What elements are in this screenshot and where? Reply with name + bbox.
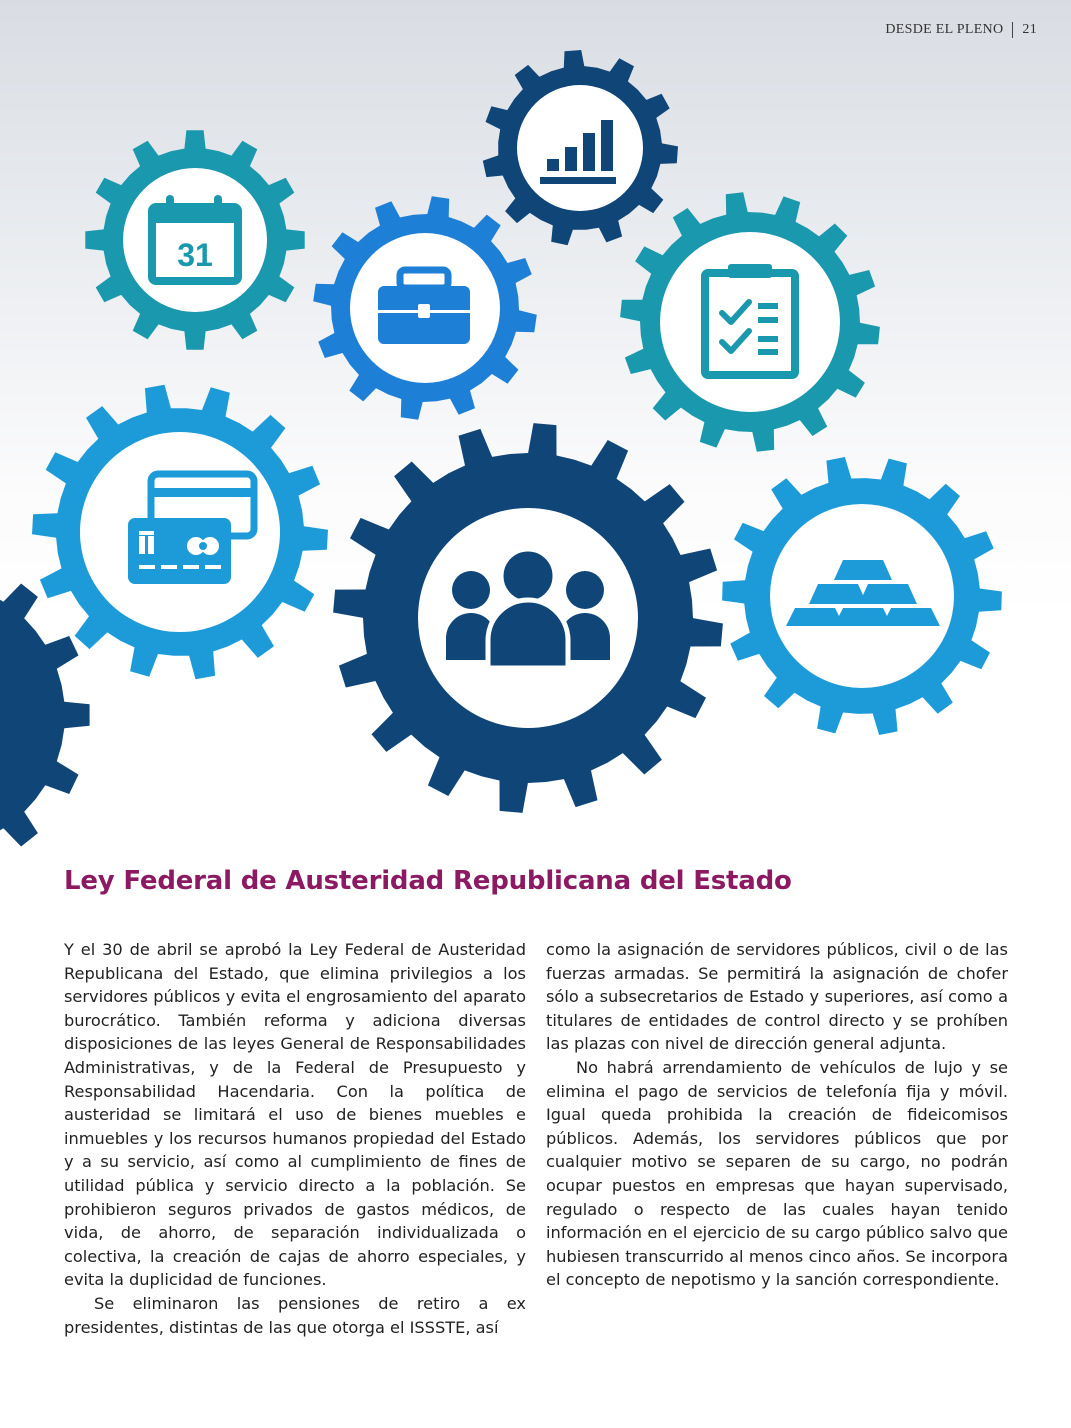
gear-clipboard: [620, 192, 880, 452]
paragraph: como la asignación de servidores públicos, civil o de las fuerzas armadas. Se permitirá la asignación de chofer sólo a subsecretarios de Estado y superiores, así como a titulares de entidades de control directo y se prohíben las plazas con nivel de dirección general adjunta.: [546, 940, 1008, 1054]
gear-layer: [0, 50, 1002, 873]
left-column: [64, 938, 526, 1339]
calendar-day: 31: [177, 237, 213, 273]
gear-partial: [0, 557, 90, 873]
gear-clipboard-center: [660, 232, 840, 412]
gear-partial-body: [0, 557, 90, 873]
right-column: [546, 938, 1008, 1292]
page-number: 21: [1022, 22, 1037, 37]
paragraph: No habrá arrendamiento de vehículos de lujo y se elimina el pago de servicios de telefonía fija y móvil. Igual queda prohibida la creación de fideicomisos públicos. Además, los servidores públicos que por cualquier motivo se separen de su cargo, no podrán ocupar puestos en empresas que hayan supervisado, regulado o respecto de las cuales hayan tenido información en el ejercicio de su cargo público salvo que hubiesen transcurrido al menos cinco años. Se incorpora el concepto de nepotismo y la sanción correspondiente.: [546, 1057, 1008, 1290]
gear-chart: [483, 50, 678, 245]
gear-chart-center: [517, 85, 643, 211]
article-title: Ley Federal de Austeridad Republicana del Estado: [64, 866, 792, 896]
paragraph: Se eliminaron las pensiones de retiro a ex presidentes, distintas de las que otorga el ISSSTE, así: [64, 1293, 526, 1337]
section-name: DESDE EL PLENO: [885, 22, 1004, 37]
paragraph: Y el 30 de abril se aprobó la Ley Federal de Austeridad Republicana del Estado, que elimina privilegios a los servidores públicos y evita el engrosamiento del aparato burocrático. También reforma y adiciona diversas disposiciones de las leyes General de Responsabilidades Administrativas, y de la Federal de Presupuesto y Responsabilidad Hacendaria. Con la política de austeridad se limitará el uso de bienes muebles e inmuebles y los recursos humanos propiedad del Estado y a su servicio, así como al cumplimiento de fines de utilidad pública y servicio directo a la población. Se prohibieron seguros privados de gastos médicos, de vida, de ahorro, de separación individualizada o colectiva, la creación de cajas de ahorro especiales, y evita la duplicidad de funciones.: [64, 940, 526, 1290]
